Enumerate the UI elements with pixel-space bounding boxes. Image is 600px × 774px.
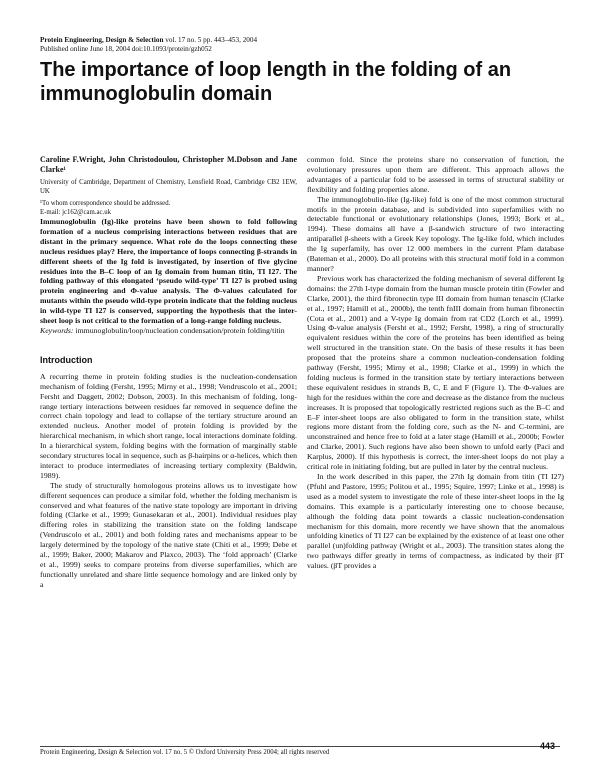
body-paragraph: The immunoglobulin-like (Ig-like) fold is one of the most common structural motifs in the protein database, and is subdivided into superfamilies with no detectable functional or evolutionary relationships (Jones, 1993; Bork et al., 1994). These domains all have a β-sandwich structure of two interacting antiparallel β-sheets with a Greek Key topology. The Ig-like fold, which includes the Ig superfamily, has over 12 000 members in the current Pfam database (Bateman et al., 2000). Do all proteins with this structural motif fold in a common manner? (307, 194, 564, 273)
intro-paragraph: A recurring theme in protein folding studies is the nucleation-condensation mechanism of folding (Fersht, 1995; Mirny et al., 1998; Vendruscolo et al., 2001; Fersht and Daggett, 2002; Dobson, 2003). In this mechanism of folding, long-range tertiary interactions between residues far removed in sequence define the correct chain topology and lead to collapse of the tertiary structure around an extended nucleus. Another model of protein folding is provided by the hierarchical mechanism, in which short range, local interactions dominate folding. In a hierarchical system, folding begins with the formation of marginally stable secondary structures local in sequence, such as β-hairpins or α-helices, which then interact to produce intermediates of increasing tertiary complexity (Baldwin, 1989). (40, 371, 297, 480)
body-paragraph: Previous work has characterized the folding mechanism of several different Ig domains: the 27th I-type domain from the human muscle protein titin (Fowler and Clarke, 2001), the third fibronectin type III domain from human tenascin (Clarke et al., 1997; Hamill et al., 2000b), the tenth fnIII domain from human fibronectin (Cota et al., 2001) and a V-type Ig domain from rat CD2 (Lorch et al., 1999). Using Φ-value analysis (Fersht et al., 1992; Fersht, 1998), a ring of structurally equivalent residues within the core of the proteins has been identified as being well structured in the transition state. On the basis of these results it has been proposed that the proteins share a common nucleation-condensation folding pathway (Fersht, 1995; Mirny et al., 1998; Clarke et al., 1999) in which the folding nucleus is formed in the transition state by tertiary interactions between these equivalent residues in strands B, C, E and F (Figure 1). The Φ-values are high for the residues within the core and decrease as the distance from the nucleus increases. It is proposed that topologically restricted regions such as the B–C and E–F inter-sheet loops are also obligated to form in the transition state, whilst regions more distant from the folding core, such as the N- and C-termini, are unconstrained and hence free to fold at a later stage (Hamill et al., 2000b; Fowler and Clarke, 2001). Such regions have also been shown to unfold early (Paci and Karplus, 2000). If this hypothesis is correct, the inter-sheet loops do not play a critical role in initiating folding, but are pulled in later by the central nucleus. (307, 273, 564, 472)
right-column (307, 155, 564, 571)
email[interactable]: E-mail: jc162@cam.ac.uk (40, 208, 111, 216)
keywords (40, 326, 297, 336)
introduction-heading: Introduction (40, 354, 93, 365)
keywords-label: Keywords: (40, 325, 74, 335)
publication-info: Published online June 18, 2004 doi:10.1093/protein/gzh052 (40, 45, 212, 53)
footer-divider (40, 746, 560, 747)
intro-paragraph: The study of structurally homologous proteins allows us to investigate how different sequences can produce a similar fold, whether the folding mechanism is conserved and what features of the native state topology are important in driving folding (Clarke et al., 1999; Gunasekaran et al., 2001). Individual residues play differing roles in stabilizing the transition state on the folding landscape (Vendruscolo et al., 2001) and both folding rates and mechanisms appear to be largely determined by the topology of the native state (Chiti et al., 1999; Debe et al., 1999; Baker, 2000; Makarov and Plaxco, 2003). The ‘fold approach’ (Clarke et al., 1999) seeks to compare proteins from diverse superfamilies, which are functionally unrelated and share little sequence homology and are linked only by a (40, 480, 297, 589)
keywords-list: immunoglobulin/loop/nucleation condensation/protein folding/titin (73, 325, 285, 335)
footer-text: Protein Engineering, Design & Selection vol. 17 no. 5 © Oxford University Press 2004; all rights reserved (40, 749, 330, 756)
page-number: 443 (540, 741, 556, 751)
article-title: The importance of loop length in the folding of an immunoglobulin domain (40, 59, 512, 105)
author-list: Caroline F.Wright, John Christodoulou, Christopher M.Dobson and Jane Clarke¹ (40, 155, 297, 174)
affiliation: University of Cambridge, Department of Chemistry, Lensfield Road, Cambridge CB2 1EW, UK (40, 179, 297, 195)
body-paragraph: common fold. Since the proteins share no conservation of function, the evolutionary pressures upon them are different. This approach allows the advantages of a particular fold to be assessed in terms of structural stability or flexibility and folding properties alone. (307, 155, 564, 194)
journal-name: Protein Engineering, Design & Selection (40, 36, 164, 44)
left-column (40, 155, 297, 590)
body-paragraph: In the work described in this paper, the 27th Ig domain from titin (TI I27) (Pfuhl and Pastore, 1995; Politou et al., 1995; Squire, 1997; Linke et al., 1998) is used as a model system to investigate the role of these inter-sheet loops in the Ig domains. This example is a particularly interesting one to choose because, although the folding data point towards a classic nucleation-condensation mechanism for this domain, more recently we have shown that the anomalous unfolding kinetics of TI I27 can be explained by the existence of at least one other parallel (un)folding pathway (Wright et al., 2003). The transition states along the two pathways differ greatly in terms of compactness, as indicated by their βT values. (βT provides a (307, 472, 564, 571)
journal-header (40, 36, 257, 54)
abstract: Immunoglobulin (Ig)-like proteins have been shown to fold following formation of a nucleus comprising interactions between residues that are distant in the primary sequence. What role do the loops connecting these nucleus residues play? Here, the importance of loops connecting β-strands in different sheets of the Ig fold is investigated, by insertion of five glycine residues into the B–C loop of an Ig domain from human titin, TI I27. The folding pathway of this elongated ‘pseudo wild-type’ TI I27 is probed using protein engineering and Φ-value analysis. The Φ-values calculated for mutants within the pseudo wild-type protein indicate that the folding nucleus in wild-type TI I27 is conserved, supporting the hypothesis that the inter-sheet loop is not critical to the formation of a long-range folding nucleus. (40, 217, 297, 326)
journal-details: vol. 17 no. 5 pp. 443–453, 2004 (165, 36, 258, 44)
correspondence-note: ¹To whom correspondence should be addressed. (40, 200, 171, 207)
